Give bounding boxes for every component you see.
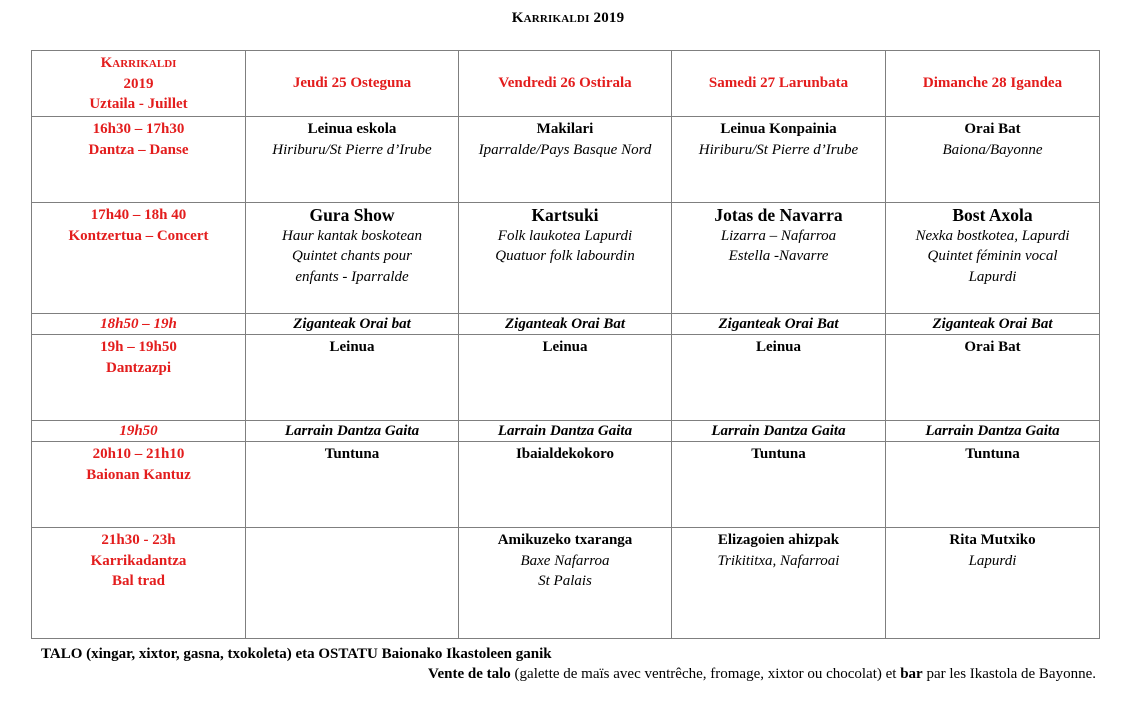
event-cell xyxy=(459,117,672,203)
schedule-table xyxy=(31,50,1100,639)
event-cell xyxy=(672,335,886,421)
time-range: 18h50 – 19h xyxy=(100,315,177,332)
performer-detail: Quintet chants pour xyxy=(292,248,412,264)
performer-detail: Nexka bostkotea, Lapurdi xyxy=(915,227,1070,244)
performer-location: Hiriburu/St Pierre d’Irube xyxy=(272,141,432,158)
performer-detail: Baxe Nafarroa xyxy=(520,552,610,569)
event-cell xyxy=(246,117,459,203)
performer-detail: Lizarra – Nafarroa xyxy=(720,227,837,244)
time-slot-cell xyxy=(32,314,246,335)
footer-vente-label: Vente de talo xyxy=(428,666,511,682)
event-cell: Ziganteak Orai Bat xyxy=(886,314,1100,335)
event-cell-empty xyxy=(246,528,459,639)
time-slot-cell xyxy=(32,528,246,639)
performer-name: Makilari xyxy=(536,121,594,137)
table-row xyxy=(32,528,1100,639)
event-cell xyxy=(672,117,886,203)
performer-name: Ibaialdekokoro xyxy=(515,446,615,462)
performer-name: Tuntuna xyxy=(751,446,806,462)
event-cell: Larrain Dantza Gaita xyxy=(246,421,459,442)
performer-name: Leinua xyxy=(542,339,588,355)
time-slot-cell xyxy=(32,203,246,314)
slot-category: Dantza – Danse xyxy=(88,141,189,158)
event-cell xyxy=(246,442,459,528)
performer-name: Tuntuna xyxy=(324,446,380,462)
time-slot-cell xyxy=(32,421,246,442)
corner-title: Karrikaldi xyxy=(100,55,177,71)
event-cell xyxy=(886,203,1100,314)
time-range: 16h30 – 17h30 xyxy=(92,121,185,137)
event-cell: Larrain Dantza Gaita xyxy=(672,421,886,442)
performer-detail: Quatuor folk labourdin xyxy=(495,248,635,264)
performer-name: Leinua xyxy=(755,339,801,355)
event-cell xyxy=(886,335,1100,421)
header-corner-cell xyxy=(32,51,246,117)
table-row xyxy=(32,335,1100,421)
event-cell xyxy=(459,528,672,639)
footer-french-note xyxy=(428,666,1096,683)
performer-detail: Lapurdi xyxy=(968,268,1017,285)
event-cell xyxy=(886,442,1100,528)
performer-location: Iparralde/Pays Basque Nord xyxy=(478,141,652,158)
event-cell xyxy=(672,442,886,528)
event-cell xyxy=(886,117,1100,203)
performer-name: Rita Mutxiko xyxy=(949,532,1036,548)
day-header-saturday: Samedi 27 Larunbata xyxy=(672,51,886,117)
event-cell: Ziganteak Orai Bat xyxy=(459,314,672,335)
performer-name: Bost Axola xyxy=(952,205,1033,225)
performer-detail: Folk laukotea Lapurdi xyxy=(497,227,633,244)
day-header-sunday: Dimanche 28 Igandea xyxy=(886,51,1100,117)
performer-name: Elizagoien ahizpak xyxy=(717,532,840,548)
event-cell: Larrain Dantza Gaita xyxy=(459,421,672,442)
event-cell xyxy=(886,528,1100,639)
slot-category: Baionan Kantuz xyxy=(86,466,191,483)
table-row xyxy=(32,203,1100,314)
day-header-thursday: Jeudi 25 Osteguna xyxy=(246,51,459,117)
performer-name: Leinua xyxy=(329,339,375,355)
event-cell xyxy=(246,203,459,314)
performer-name: Tuntuna xyxy=(965,446,1020,462)
performer-name: Gura Show xyxy=(309,205,395,225)
time-range: 19h – 19h50 xyxy=(100,339,177,355)
performer-detail: Trikititxa, Nafarroai xyxy=(717,552,840,569)
performer-name: Jotas de Navarra xyxy=(714,205,843,225)
table-row xyxy=(32,117,1100,203)
performer-name: Leinua eskola xyxy=(307,121,397,137)
performer-name: Orai Bat xyxy=(964,339,1021,355)
performer-detail: Quintet féminin vocal xyxy=(927,248,1058,264)
performer-name: Kartsuki xyxy=(531,205,599,225)
time-range: 17h40 – 18h 40 xyxy=(90,207,187,223)
slot-category: Bal trad xyxy=(112,573,165,589)
performer-detail: St Palais xyxy=(538,573,592,589)
performer-name: Leinua Konpainia xyxy=(720,121,837,137)
time-slot-cell xyxy=(32,442,246,528)
event-cell xyxy=(459,203,672,314)
performer-name: Amikuzeko txaranga xyxy=(497,532,633,548)
table-row xyxy=(32,442,1100,528)
event-cell xyxy=(246,335,459,421)
event-cell xyxy=(459,335,672,421)
document-title: Karrikaldi 2019 xyxy=(511,10,625,26)
slot-category: Kontzertua – Concert xyxy=(68,227,209,244)
time-range: 21h30 - 23h xyxy=(101,532,176,548)
day-header-friday: Vendredi 26 Ostirala xyxy=(459,51,672,117)
time-range: 20h10 – 21h10 xyxy=(92,446,185,462)
event-cell: Larrain Dantza Gaita xyxy=(886,421,1100,442)
time-range: 19h50 xyxy=(119,422,158,439)
footer-bar-label: bar xyxy=(900,666,923,682)
performer-detail: Estella -Navarre xyxy=(728,248,829,264)
table-row xyxy=(32,314,1100,335)
corner-month: Uztaila - Juillet xyxy=(89,96,188,112)
slot-category: Dantzazpi xyxy=(106,359,171,376)
footer-middle-text: (galette de maïs avec ventrêche, fromage, xixtor ou chocolat) et xyxy=(510,666,901,682)
footer-basque-note: TALO (xingar, xixtor, gasna, txokoleta) eta OSTATU Baionako Ikastoleen ganik xyxy=(41,646,552,662)
event-cell xyxy=(459,442,672,528)
event-cell xyxy=(672,203,886,314)
event-cell: Ziganteak Orai bat xyxy=(246,314,459,335)
performer-location: Hiriburu/St Pierre d’Irube xyxy=(698,141,859,158)
time-slot-cell xyxy=(32,335,246,421)
table-header-row xyxy=(32,51,1100,117)
table-row xyxy=(32,421,1100,442)
slot-category: Karrikadantza xyxy=(90,552,187,569)
performer-detail: Haur kantak boskotean xyxy=(282,227,422,244)
time-slot-cell xyxy=(32,117,246,203)
performer-detail: Lapurdi xyxy=(968,552,1017,569)
footer-end-text: par les Ikastola de Bayonne. xyxy=(922,666,1096,682)
performer-name: Orai Bat xyxy=(964,121,1021,137)
performer-detail: enfants - Iparralde xyxy=(295,268,409,285)
performer-location: Baiona/Bayonne xyxy=(942,141,1043,158)
corner-year: 2019 xyxy=(123,75,154,92)
event-cell: Ziganteak Orai Bat xyxy=(672,314,886,335)
event-cell xyxy=(672,528,886,639)
